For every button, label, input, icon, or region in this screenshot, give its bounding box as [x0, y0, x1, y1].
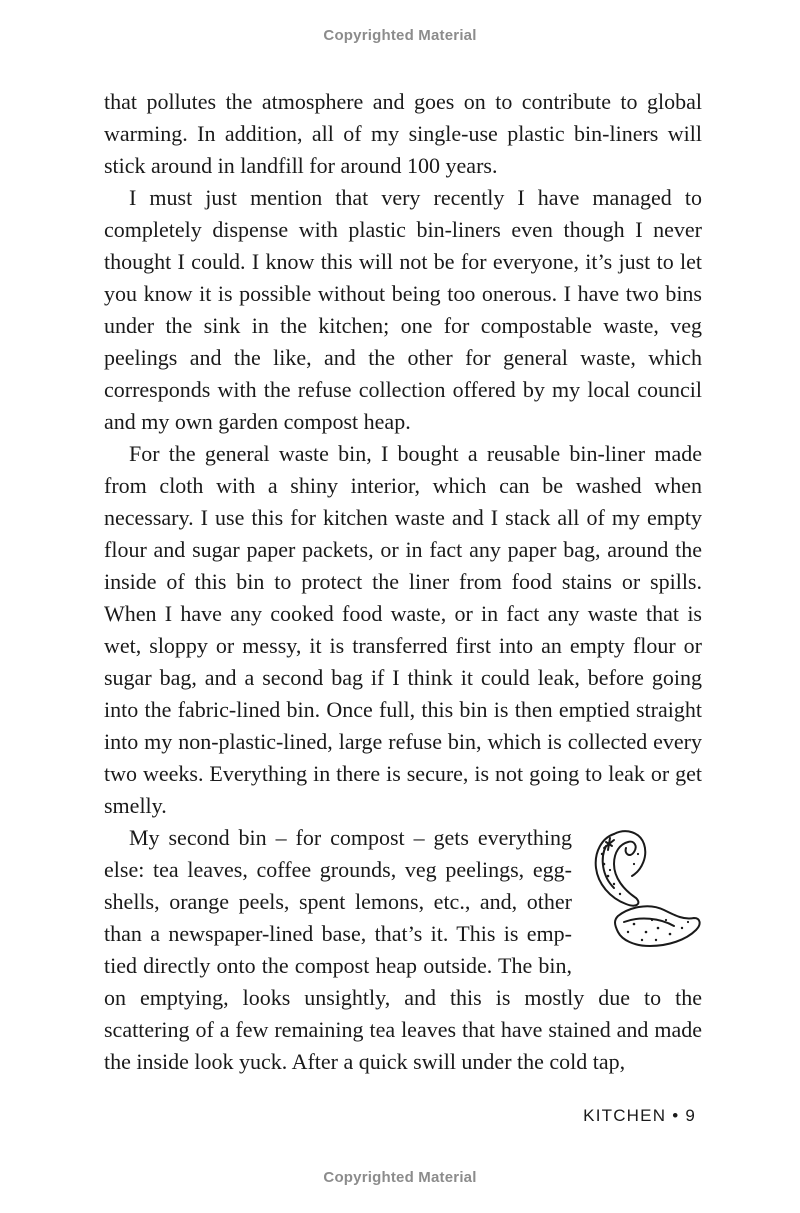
copyright-watermark-bottom: Copyrighted Material: [323, 1169, 477, 1186]
folio-separator: •: [672, 1106, 680, 1125]
running-section-title: KITCHEN: [583, 1106, 667, 1125]
body-text: [104, 86, 702, 1078]
paragraph-4: My second bin – for compost – gets everything else: tea leaves, coffee grounds, veg peelings, eggshells, orange peels, spent lemons, etc., and, other than a newspaper-lined base, that’s it. This is emptied directly onto the compost heap outside. The bin, on emptying, looks unsightly, and this is mostly due to the scattering of a few remaining tea leaves that have stained and made the inside look yuck. After a quick swill under the cold tap,: [104, 825, 702, 1074]
page-number: 9: [685, 1106, 696, 1125]
paragraph-2: I must just mention that very recently I have managed to completely dispense with plastic bin-liners even though I never thought I could. I know this will not be for everyone, it’s just to let you know it is possible without being too onerous. I have two bins under the sink in the kitchen; one for compostable waste, veg peelings and the like, and the other for general waste, which corresponds with the refuse collection offered by my local council and my own garden compost heap.: [104, 185, 702, 434]
paragraph-3: For the general waste bin, I bought a reusable bin-liner made from cloth with a shiny interior, which can be washed when necessary. I use this for kitchen waste and I stack all of my empty flour and sugar paper packets, or in fact any paper bag, around the inside of this bin to protect the liner from food stains or spills. When I have any cooked food waste, or in fact any waste that is wet, sloppy or messy, it is transferred first into an empty flour or sugar bag, and a second bag if I think it could leak, before going into the fabric-lined bin. Once full, this bin is then emptied straight into my non-plastic-lined, large refuse bin, which is collected every two weeks. Everything in there is secure, is not going to leak or get smelly.: [104, 441, 702, 818]
paragraph-1: that pollutes the atmosphere and goes on to contribute to global warming. In addition, all of my single-use plastic bin-liners will stick around in landfill for around 100 years.: [104, 89, 702, 178]
copyright-watermark-top: Copyrighted Material: [323, 27, 477, 44]
page-folio: [583, 1106, 696, 1126]
orange-peel-icon: [584, 824, 706, 952]
orange-peel-illustration: [584, 824, 706, 952]
